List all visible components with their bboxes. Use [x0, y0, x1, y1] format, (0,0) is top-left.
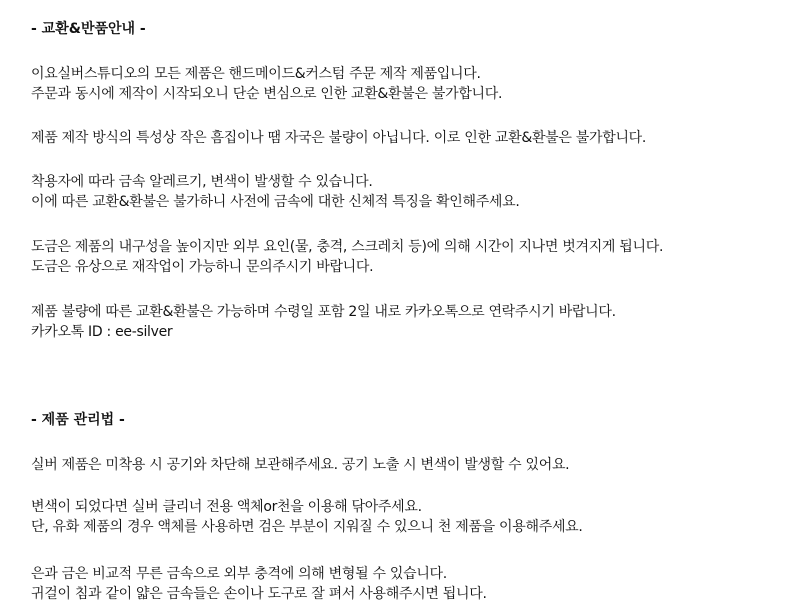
text-line: 카카오톡 ID : ee-silver: [31, 324, 173, 340]
text-line: 제품 제작 방식의 특성상 작은 흠집이나 땜 자국은 불량이 아닙니다. 이로 인한 교환&환불은 불가합니다.: [31, 130, 647, 146]
text-line: 단, 유화 제품의 경우 액체를 사용하면 검은 부분이 지워질 수 있으니 천 제품을 이용해주세요.: [31, 519, 583, 535]
exchange-paragraph-4: [31, 237, 663, 277]
care-paragraph-2: [31, 497, 583, 537]
care-paragraph-3: [31, 564, 487, 604]
exchange-paragraph-1: [31, 64, 502, 104]
text-line: 은과 금은 비교적 무른 금속으로 외부 충격에 의해 변형될 수 있습니다.: [31, 566, 447, 582]
text-line: 귀걸이 침과 같이 얇은 금속들은 손이나 도구로 잘 펴서 사용해주시면 됩니다.: [31, 586, 487, 602]
text-line: 도금은 제품의 내구성을 높이지만 외부 요인(물, 충격, 스크레치 등)에 의해 시간이 지나면 벗겨지게 됩니다.: [31, 239, 664, 255]
text-line: 이요실버스튜디오의 모든 제품은 핸드메이드&커스텀 주문 제작 제품입니다.: [31, 66, 481, 82]
exchange-heading: - 교환&반품안내 -: [31, 21, 146, 37]
text-line: 제품 불량에 따른 교환&환불은 가능하며 수령일 포함 2일 내로 카카오톡으로 연락주시기 바랍니다.: [31, 304, 616, 320]
text-line: 도금은 유상으로 재작업이 가능하니 문의주시기 바랍니다.: [31, 259, 374, 275]
exchange-paragraph-3: [31, 172, 520, 212]
care-heading: - 제품 관리법 -: [31, 412, 125, 428]
text-line: 주문과 동시에 제작이 시작되오니 단순 변심으로 인한 교환&환불은 불가합니다.: [31, 86, 503, 102]
text-line: 착용자에 따라 금속 알레르기, 변색이 발생할 수 있습니다.: [31, 174, 373, 190]
exchange-paragraph-2: [31, 128, 646, 148]
text-line: 이에 따른 교환&환불은 불가하니 사전에 금속에 대한 신체적 특징을 확인해주세요.: [31, 194, 520, 210]
text-line: 변색이 되었다면 실버 클리너 전용 액체or천을 이용해 닦아주세요.: [31, 499, 422, 515]
care-paragraph-1: [31, 455, 569, 475]
exchange-paragraph-5: [31, 302, 616, 342]
text-line: 실버 제품은 미착용 시 공기와 차단해 보관해주세요. 공기 노출 시 변색이 발생할 수 있어요.: [31, 457, 570, 473]
